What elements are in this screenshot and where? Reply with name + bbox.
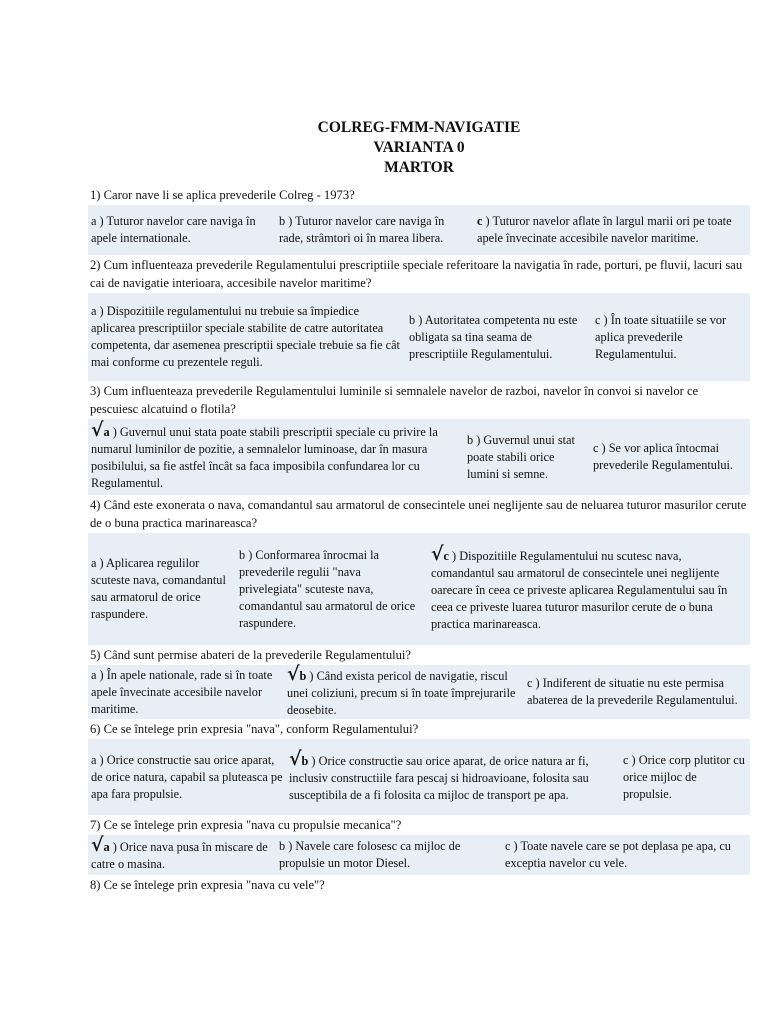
options-row-4 — [88, 533, 750, 645]
options-row-6 — [88, 739, 750, 815]
question-4: 4) Când este exonerata o nava, comandantul sau armatorul de consecintele unei neglijente sau de neluarea tuturor masurilor cerute de o buna practica marinareasca? — [90, 498, 747, 530]
title-line-1: COLREG-FMM-NAVIGATIE — [317, 119, 521, 136]
option-4c: √c ) Dispozitiile Regulamentului nu scutesc nava, comandantul sau armatorul de consecintele unei neglijente oarecare în ceea ce priveste aplicarea Regulamentului sau în ceea ce priveste luarea tuturor masurilor cerute de o buna practica marinareasca. — [431, 542, 728, 631]
options-row-3 — [88, 419, 750, 495]
question-2: 2) Cum influenteaza prevederile Regulamentului prescriptiile speciale referitoare la navigatia în rade, porturi, pe fluvii, lacuri sau cai de navigatie interioara, accesibile navelor maritime? — [90, 258, 743, 290]
option-3a: √a ) Guvernul unui stata poate stabili prescriptii speciale cu privire la numarul luminilor de pozitie, a semnalelor luminoase, dar în masura posibilului, sa fie astfel încât sa faca imposibila confundarea lor cu Regulamentul. — [91, 419, 438, 490]
option-letter: b — [301, 753, 309, 768]
question-8: 8) Ce se întelege prin expresia "nava cu vele"? — [90, 878, 325, 892]
options-row-2 — [88, 293, 750, 381]
option-5b: √b ) Când exista pericol de navigatie, riscul unei coliziuni, precum si în toate împrejurarile deosebite. — [287, 662, 516, 717]
option-4b: b ) Conformarea înrocmai la prevederile regulii "nava privelegiata" scuteste nava, comandantul sau armatorul de orice raspundere. — [239, 547, 416, 630]
option-5a: a ) În apele nationale, rade si în toate apele învecinate accesibile navelor maritime. — [91, 667, 273, 716]
option-6a: a ) Orice constructie sau orice aparat, de orice natura, capabil sa pluteasca pe apa fara propulsie. — [91, 752, 283, 801]
option-3c: c ) Se vor aplica întocmai prevederile Regulamentului. — [593, 441, 733, 472]
option-3b: b ) Guvernul unui stat poate stabili orice lumini si semne. — [467, 432, 575, 481]
option-7c: c ) Toate navele care se pot deplasa pe apa, cu exceptia navelor cu vele. — [505, 839, 731, 870]
option-1c: c ) Tuturor navelor aflate în largul marii ori pe toate apele învecinate accesibile navelor maritime. — [477, 214, 732, 245]
checkmark-icon: √ — [431, 542, 444, 565]
checkmark-icon: √ — [91, 419, 104, 441]
option-2c: c ) În toate situatiile se vor aplica prevederile Regulamentului. — [595, 312, 727, 361]
option-1a: a ) Tuturor navelor care naviga în apele internationale. — [91, 214, 256, 245]
option-4a: a ) Aplicarea regulilor scuteste nava, comandantul sau armatorul de orice raspundere. — [91, 556, 226, 621]
title-line-2: VARIANTA 0 — [373, 139, 465, 156]
option-7b: b ) Navele care folosesc ca mijloc de propulsie un motor Diesel. — [279, 839, 461, 870]
question-7: 7) Ce se întelege prin expresia "nava cu propulsie mecanica"? — [90, 818, 402, 832]
options-row-5 — [88, 662, 750, 719]
option-letter: a — [103, 840, 110, 854]
title-line-3: MARTOR — [384, 159, 454, 176]
option-2b: b ) Autoritatea competenta nu este obligata sa tina seama de prescriptiile Regulamentului. — [409, 312, 578, 361]
option-6b: √b ) Orice constructie sau orice aparat, de orice natura ar fi, inclusiv constructiile fara pescaj si hidroavioane, folosita sau susceptibila de a fi folosita ca mijloc de transport pe apa. — [289, 747, 589, 802]
question-3: 3) Cum influenteaza prevederile Regulamentului luminile si semnalele navelor de razboi, navelor în convoi si navelor ce pescuiesc alcatuind o flotila? — [90, 384, 699, 416]
option-1b: b ) Tuturor navelor care naviga în rade, strâmtori oi în marea libera. — [279, 214, 445, 245]
option-6c: c ) Orice corp plutitor cu orice mijloc de propulsie. — [623, 752, 745, 801]
options-row-1 — [88, 205, 750, 255]
checkmark-icon: √ — [287, 662, 300, 685]
option-letter: c — [443, 548, 449, 563]
option-letter: a — [103, 425, 110, 439]
question-5: 5) Când sunt permise abateri de la prevederile Regulamentului? — [90, 648, 412, 662]
document-page — [88, 118, 750, 894]
checkmark-icon: √ — [91, 834, 104, 856]
option-7a: √a ) Orice nava pusa în miscare de catre o masina. — [91, 834, 268, 871]
option-2a: a ) Dispozitiile regulamentului nu trebuie sa împiedice aplicarea prescriptiilor speciale stabilite de catre autoritatea competenta, dar asemenea prescriptii speciale trebuie sa fie cât mai conforme cu prezentele reguli. — [91, 304, 400, 369]
option-letter: c — [477, 214, 483, 228]
option-5c: c ) Indiferent de situatie nu este permisa abaterea de la prevederile Regulamentului. — [527, 676, 738, 707]
question-1: 1) Caror nave li se aplica prevederile Colreg - 1973? — [90, 188, 355, 202]
option-letter: b — [299, 668, 307, 683]
question-6: 6) Ce se întelege prin expresia "nava", conform Regulamentului? — [90, 722, 419, 736]
checkmark-icon: √ — [289, 747, 302, 770]
options-row-7 — [88, 835, 750, 875]
title-block — [88, 118, 750, 178]
